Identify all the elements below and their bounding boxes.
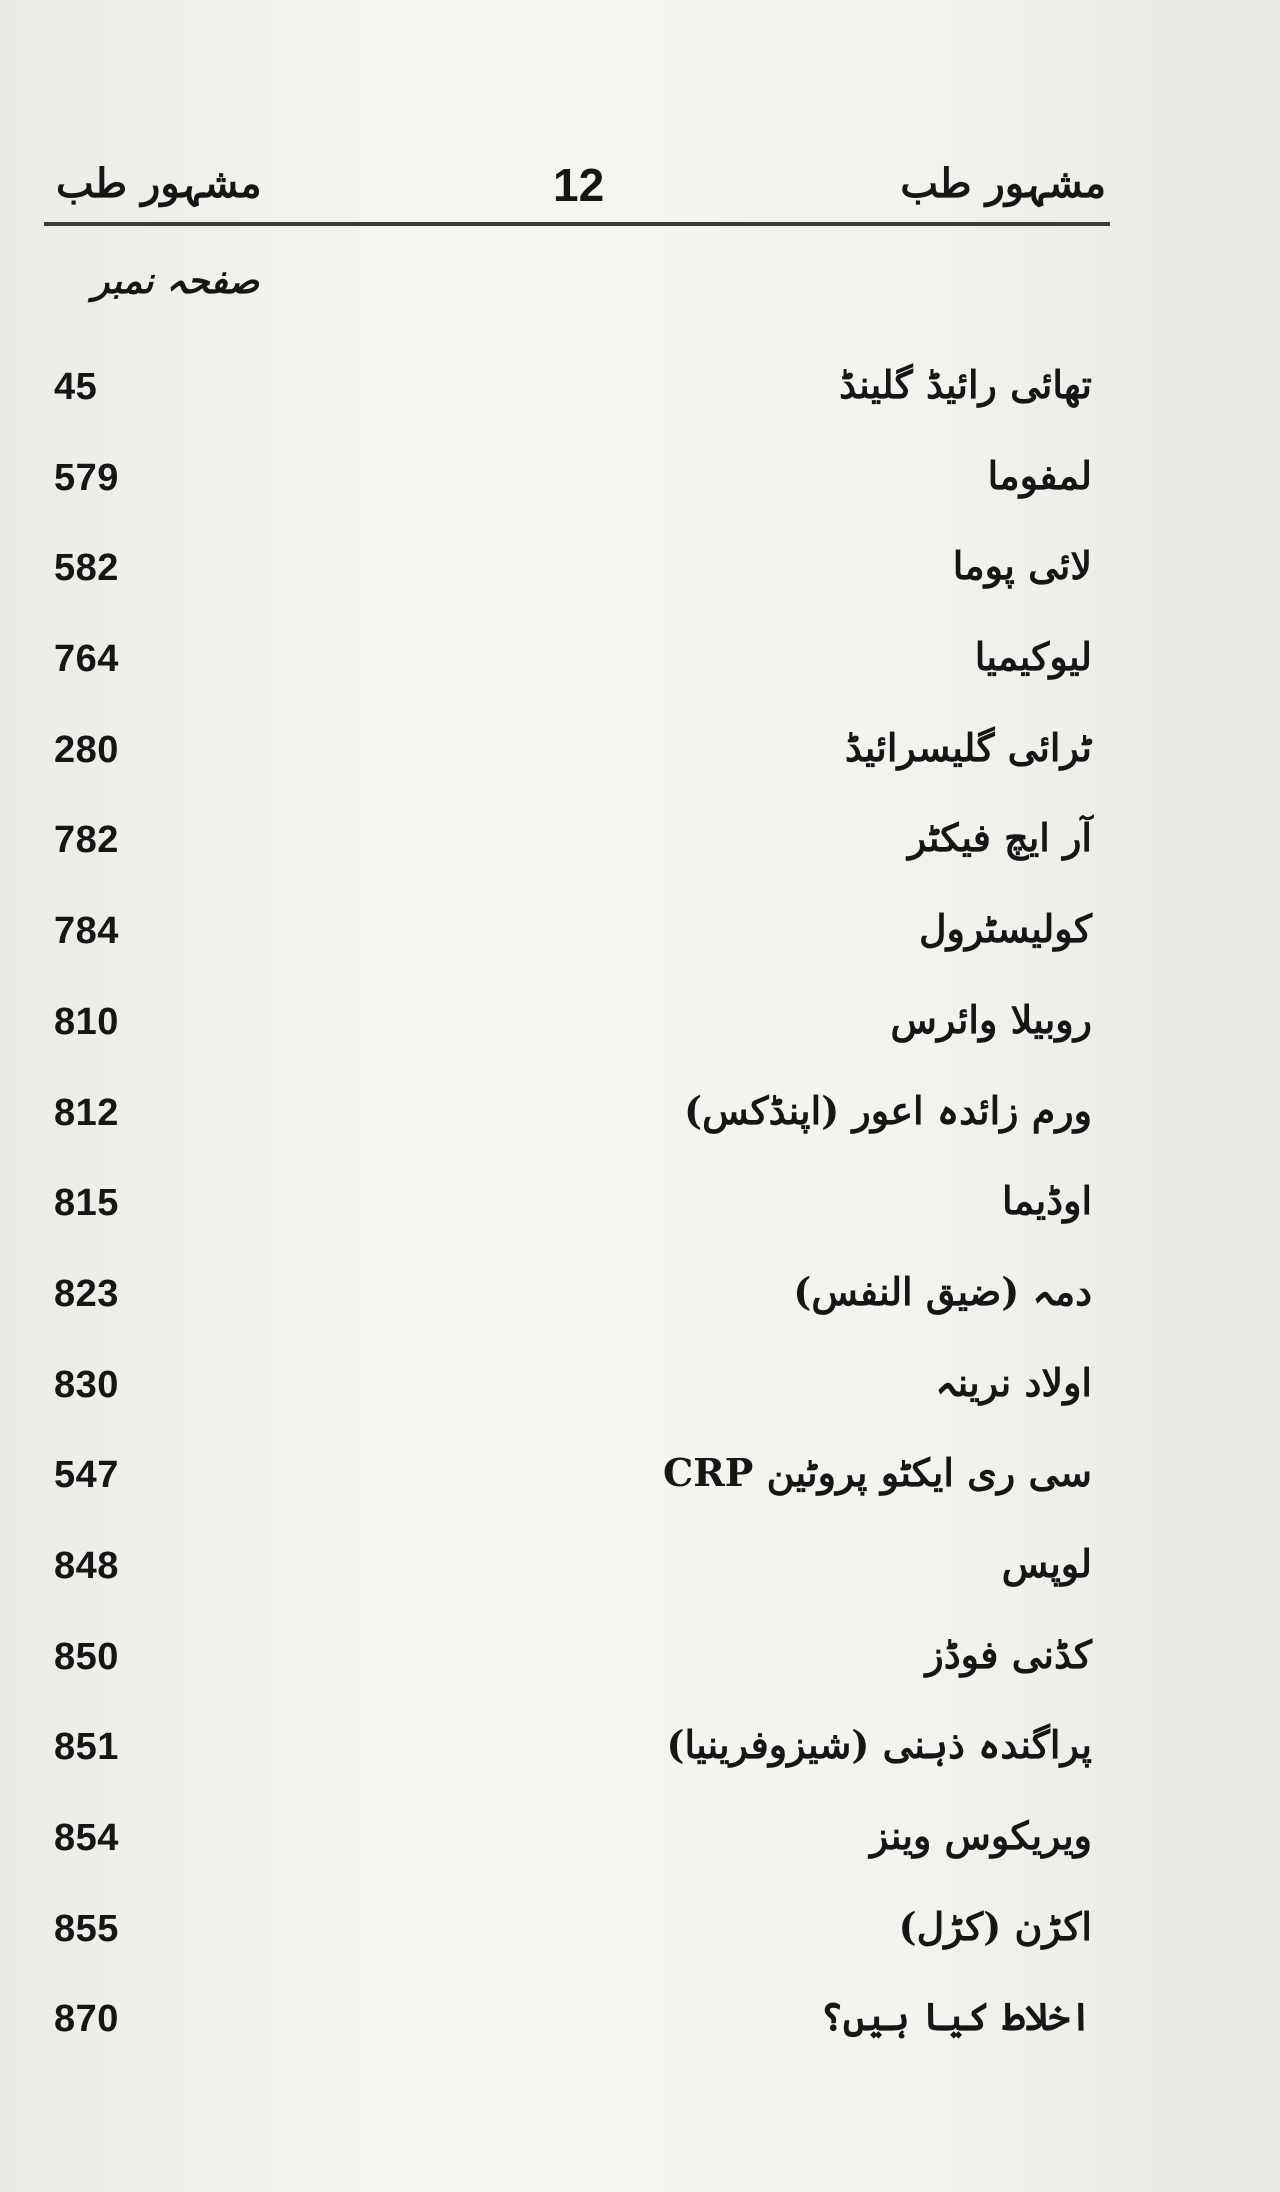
toc-entry xyxy=(52,811,1092,902)
toc-entry-page-number: 812 xyxy=(54,1091,119,1134)
toc-entry-page-number: 582 xyxy=(54,547,119,590)
toc-entry xyxy=(52,993,1092,1084)
toc-entry-page-number: 830 xyxy=(54,1363,119,1406)
toc-entry-page-number: 280 xyxy=(54,728,119,771)
header-right-title: مشہور طب xyxy=(900,160,1106,207)
toc-entry-page-number: 764 xyxy=(54,638,119,681)
header-divider xyxy=(44,222,1110,226)
toc-entry-title: دمہ (ضیق النفس) xyxy=(793,1268,1092,1314)
page-column-label: صفحہ نمبر xyxy=(92,260,260,302)
toc-entry-page-number: 870 xyxy=(54,1998,119,2041)
page-number: 12 xyxy=(553,159,605,211)
table-of-contents xyxy=(52,358,1092,2081)
toc-entry-page-number: 810 xyxy=(54,1000,119,1043)
toc-entry-title: لمفوما xyxy=(987,452,1092,498)
toc-entry-page-number: 850 xyxy=(54,1635,119,1678)
toc-entry-title: لائی پوما xyxy=(952,543,1092,589)
toc-entry-page-number: 851 xyxy=(54,1726,119,1769)
toc-entry-title: تھائی رائیڈ گلینڈ xyxy=(839,362,1092,407)
toc-entry-title: اخلاط کیا ہیں؟ xyxy=(820,1994,1092,2040)
toc-entry-page-number: 782 xyxy=(54,819,119,862)
toc-entry-page-number: 823 xyxy=(54,1272,119,1315)
toc-entry-page-number: 855 xyxy=(54,1907,119,1950)
toc-entry-title: پراگندہ ذہنی (شیزوفرینیا) xyxy=(666,1722,1092,1768)
toc-entry-page-number: 579 xyxy=(54,456,119,499)
toc-entry xyxy=(52,1718,1092,1809)
toc-entry-title: ویریکوس وینز xyxy=(869,1813,1092,1858)
toc-entry-title: آر ایچ فیکٹر xyxy=(907,815,1092,861)
toc-entry-title: لوپس xyxy=(1001,1540,1092,1586)
toc-entry xyxy=(52,449,1092,540)
toc-entry xyxy=(52,1809,1092,1900)
running-header xyxy=(48,150,1106,220)
toc-entry xyxy=(52,1628,1092,1719)
toc-entry-title: اکڑن (کڑل) xyxy=(898,1903,1092,1949)
toc-entry-title: کڈنی فوڈز xyxy=(925,1631,1092,1677)
toc-entry-page-number: 848 xyxy=(54,1544,119,1587)
toc-entry-page-number: 547 xyxy=(54,1454,119,1497)
toc-entry-page-number: 854 xyxy=(54,1817,119,1859)
toc-entry-page-number: 45 xyxy=(54,366,98,408)
toc-entry xyxy=(52,1084,1092,1175)
toc-entry-title: سی ری ایکٹو پروٹین CRP xyxy=(662,1450,1092,1496)
toc-entry-title: اولاد نرینہ xyxy=(935,1359,1092,1405)
header-left-title: مشہور طب xyxy=(56,160,262,207)
toc-entry-page-number: 815 xyxy=(54,1182,119,1225)
toc-entry xyxy=(52,1446,1092,1537)
toc-entry xyxy=(52,1174,1092,1265)
toc-entry-title: لیوکیمیا xyxy=(974,634,1092,680)
toc-entry-title: ٹرائی گلیسرائیڈ xyxy=(844,724,1092,770)
toc-entry xyxy=(52,721,1092,812)
toc-entry xyxy=(52,539,1092,630)
toc-entry xyxy=(52,1990,1092,2081)
toc-entry xyxy=(52,1900,1092,1991)
toc-entry xyxy=(52,630,1092,721)
toc-entry xyxy=(52,902,1092,993)
toc-entry-page-number: 784 xyxy=(54,910,119,953)
toc-entry-title: اوڈیما xyxy=(1002,1178,1092,1224)
toc-entry xyxy=(52,1265,1092,1356)
toc-entry-title: کولیسٹرول xyxy=(918,906,1092,952)
toc-entry xyxy=(52,1356,1092,1447)
toc-entry xyxy=(52,1537,1092,1628)
toc-entry xyxy=(52,358,1092,449)
toc-entry-title: ورم زائدہ اعور (اپنڈکس) xyxy=(684,1087,1092,1133)
toc-entry-title: روبیلا وائرس xyxy=(890,996,1092,1042)
